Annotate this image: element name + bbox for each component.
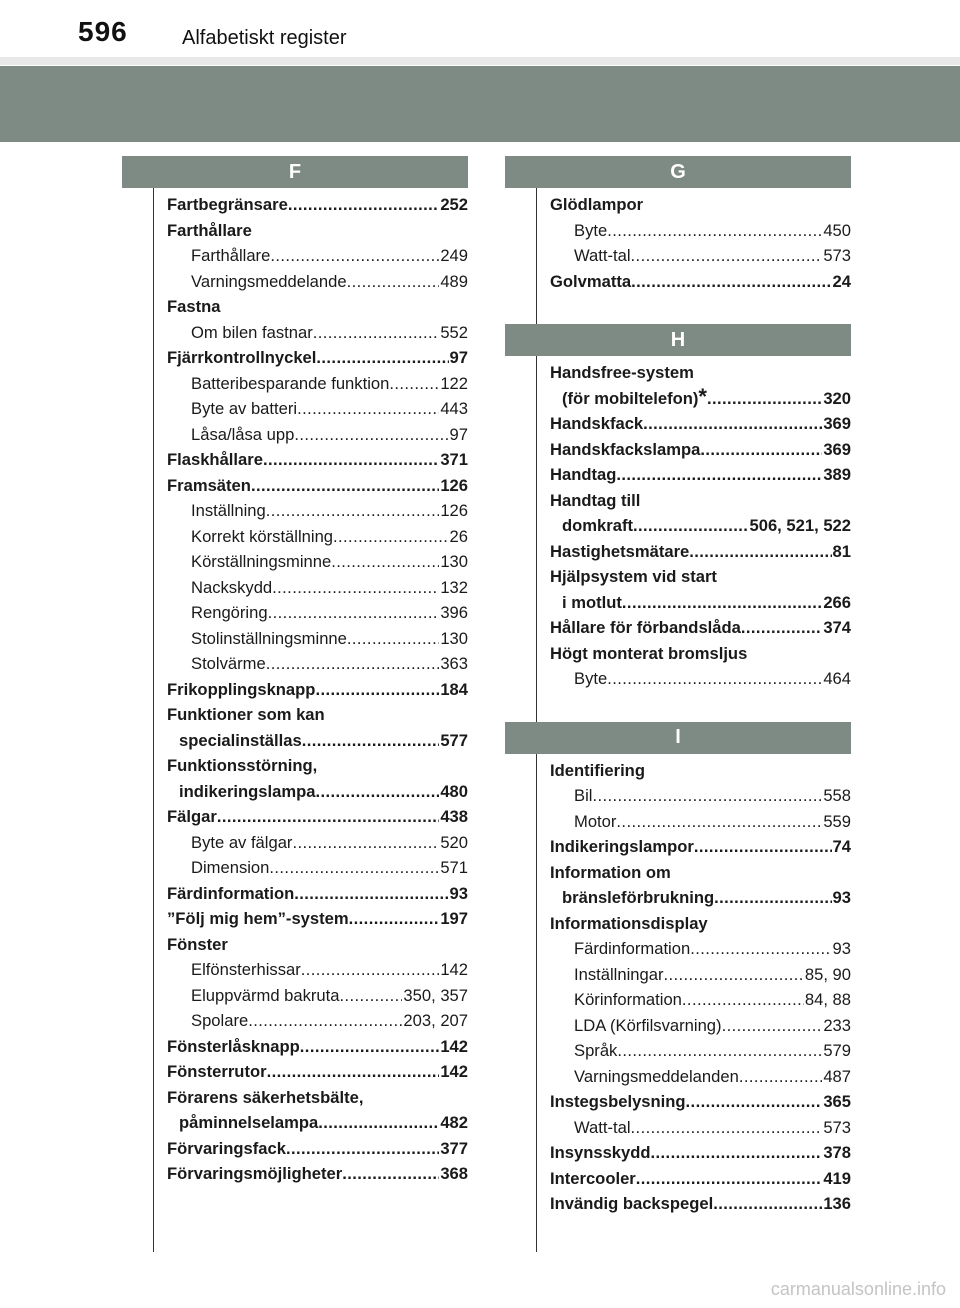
entry-text: Funktionsstörning, — [167, 756, 318, 775]
dot-leader — [300, 1034, 440, 1060]
entry-text: Instegsbelysning — [550, 1092, 686, 1111]
page-reference: 464 — [823, 669, 851, 688]
watermark: carmanualsonline.info — [770, 1279, 946, 1299]
page-reference: 419 — [823, 1168, 851, 1188]
entry-text: Identifiering — [550, 760, 645, 780]
page-reference: 577 — [440, 730, 468, 750]
index-entry — [550, 192, 851, 218]
index-entry — [167, 702, 468, 728]
entry-text: Förarens säkerhetsbälte, — [167, 1087, 364, 1107]
entry-text: Invändig backspegel — [550, 1194, 714, 1213]
entry-list-g — [550, 192, 851, 294]
page-reference: 371 — [440, 450, 468, 469]
index-entry — [167, 575, 468, 601]
dot-leader — [713, 1191, 822, 1217]
page-reference: 396 — [440, 603, 468, 622]
entry-text: Stolvärme — [191, 654, 266, 673]
dot-leader — [342, 1161, 439, 1187]
index-entry — [550, 666, 851, 692]
dot-leader — [607, 666, 822, 692]
dot-leader — [714, 885, 831, 911]
page-reference: 579 — [823, 1041, 851, 1060]
dot-leader — [617, 1038, 822, 1064]
dot-leader — [631, 243, 823, 269]
dot-leader — [316, 345, 448, 371]
dot-leader — [347, 626, 439, 652]
dot-leader — [248, 1008, 402, 1034]
entry-text: Flaskhållare — [167, 450, 263, 469]
page-reference: 320 — [823, 388, 851, 408]
dot-leader — [315, 677, 439, 703]
entry-text: indikeringslampa — [179, 781, 316, 801]
section-letter-i: I — [505, 722, 851, 754]
index-entry — [550, 539, 851, 565]
index-entry — [550, 641, 851, 667]
dot-leader — [690, 936, 831, 962]
index-entry — [550, 243, 851, 269]
index-entry — [167, 600, 468, 626]
index-entry — [167, 524, 468, 550]
entry-text: Farthållare — [167, 220, 252, 240]
dot-leader — [294, 422, 448, 448]
entry-text: domkraft — [562, 516, 633, 535]
dot-leader — [301, 957, 440, 983]
index-column-left — [122, 156, 468, 1187]
entry-text: Elfönsterhissar — [191, 960, 301, 979]
entry-text: Handtag till — [550, 490, 641, 510]
index-entry — [167, 396, 468, 422]
dot-leader — [349, 906, 440, 932]
page-reference: 197 — [440, 909, 468, 928]
page-reference: 506, 521, 522 — [749, 516, 851, 535]
entry-text: Låsa/låsa upp — [191, 424, 295, 444]
entry-text: Framsäten — [167, 475, 251, 495]
entry-text: Hastighetsmätare — [550, 541, 690, 561]
entry-text: Stolinställningsminne — [191, 628, 347, 648]
entry-text: Fönster — [167, 934, 228, 954]
page-reference: 520 — [440, 832, 468, 852]
entry-text: Handsfree-system — [550, 363, 694, 382]
page-reference: 203, 207 — [403, 1011, 468, 1030]
page-reference: 374 — [823, 618, 851, 637]
index-section-f — [122, 156, 468, 1187]
index-entry — [167, 677, 468, 703]
page-reference: 482 — [440, 1113, 468, 1132]
entry-text: Insynsskydd — [550, 1143, 651, 1162]
index-entry — [550, 809, 851, 835]
entry-text: (för mobiltelefon) — [562, 388, 699, 408]
dot-leader — [340, 983, 403, 1009]
entry-text: bränsleförbrukning — [562, 888, 715, 907]
index-entry — [550, 1166, 851, 1192]
header-divider — [0, 57, 960, 65]
index-entry — [167, 855, 468, 881]
dot-leader — [694, 834, 832, 860]
top-bar — [0, 0, 960, 56]
entry-text: Byte av fälgar — [191, 832, 293, 852]
entry-text: Färdinformation — [167, 883, 295, 903]
index-section-g — [505, 156, 851, 294]
entry-text: Dimension — [191, 858, 270, 877]
page-reference: 142 — [440, 1062, 468, 1081]
index-entry — [550, 360, 851, 386]
dot-leader — [633, 513, 749, 539]
index-entry — [167, 1034, 468, 1060]
page-reference: 573 — [823, 1117, 851, 1137]
entry-text: i motlut — [562, 592, 622, 612]
index-entry — [550, 758, 851, 784]
index-entry — [550, 411, 851, 437]
page-reference: 93 — [832, 888, 851, 907]
entry-text: Inställning — [191, 501, 266, 520]
index-entry — [167, 422, 468, 448]
dot-leader — [294, 881, 448, 907]
page-reference: 266 — [823, 592, 851, 612]
page-reference: 85, 90 — [804, 964, 851, 984]
page-reference: 126 — [440, 501, 468, 520]
entry-text: Fastna — [167, 297, 221, 316]
dot-leader — [292, 830, 439, 856]
index-entry — [550, 1064, 851, 1090]
entry-text: Byte — [574, 669, 608, 688]
page-reference: 573 — [823, 246, 851, 265]
page-reference: 368 — [440, 1164, 468, 1183]
page-reference: 26 — [449, 526, 468, 546]
dot-leader — [217, 804, 440, 830]
dot-leader — [333, 524, 449, 550]
page-reference: 438 — [440, 807, 468, 826]
index-entry — [167, 983, 468, 1009]
index-entry — [550, 783, 851, 809]
entry-text: Funktioner som kan — [167, 705, 325, 724]
page-reference: 389 — [823, 465, 851, 484]
dot-leader — [268, 600, 440, 626]
page-reference: 365 — [823, 1092, 851, 1111]
entry-text: Byte — [574, 220, 608, 240]
dot-leader — [267, 1059, 440, 1085]
page-reference: 552 — [440, 322, 468, 342]
dot-leader — [266, 651, 440, 677]
index-entry — [167, 957, 468, 983]
entry-text: Handtag — [550, 465, 617, 484]
entry-text: Färdinformation — [574, 939, 691, 958]
dot-leader — [616, 462, 822, 488]
index-entry — [167, 1059, 468, 1085]
entry-text: Inställningar — [574, 964, 664, 984]
dot-leader — [663, 962, 803, 988]
entry-text: Hållare för förbandslåda — [550, 618, 741, 637]
entry-text: Fjärrkontrollnyckel — [167, 348, 317, 367]
entry-text: Indikeringslampor — [550, 837, 694, 856]
index-entry — [167, 294, 468, 320]
entry-text: Varningsmeddelande — [191, 271, 347, 291]
index-entry — [550, 437, 851, 463]
page-title: Alfabetiskt register — [182, 27, 347, 49]
entry-text: Handskfackslampa — [550, 439, 701, 459]
dot-leader — [286, 1136, 439, 1162]
dot-leader — [270, 243, 439, 269]
index-entry — [167, 218, 468, 244]
index-entry — [167, 269, 468, 295]
entry-list-f — [167, 192, 468, 1187]
index-entry — [167, 498, 468, 524]
page-reference: 142 — [440, 1036, 468, 1056]
index-entry — [167, 753, 468, 779]
index-entry — [167, 447, 468, 473]
dot-leader — [636, 1166, 823, 1192]
index-entry — [167, 1085, 468, 1111]
entry-text: Watt-tal — [574, 246, 631, 265]
page-reference: 252 — [440, 195, 468, 214]
index-entry — [550, 218, 851, 244]
index-entry — [167, 192, 468, 218]
entry-text: Hjälpsystem vid start — [550, 567, 717, 586]
entry-text: Nackskydd — [191, 577, 273, 597]
page-number: 596 — [78, 16, 128, 47]
page-reference: 136 — [823, 1194, 851, 1213]
index-entry — [550, 488, 851, 514]
page-reference: 24 — [832, 271, 851, 291]
entry-text: Körställningsminne — [191, 552, 332, 571]
index-entry — [167, 549, 468, 575]
page-reference: 489 — [440, 271, 468, 291]
index-entry — [550, 962, 851, 988]
page-reference: 132 — [440, 577, 468, 597]
index-entry — [550, 834, 851, 860]
entry-text: LDA (Körfilsvarning) — [574, 1015, 722, 1035]
dot-leader — [739, 1064, 822, 1090]
dot-leader — [643, 411, 822, 437]
page-reference: 443 — [440, 399, 468, 418]
section-letter-f: F — [122, 156, 468, 188]
index-entry — [167, 651, 468, 677]
page-reference: 142 — [440, 960, 468, 979]
entry-text: Frikopplingsknapp — [167, 679, 316, 699]
index-entry — [550, 1089, 851, 1115]
header-band — [0, 66, 960, 142]
entry-text: Batteribesparande funktion — [191, 373, 390, 393]
index-entry — [550, 1013, 851, 1039]
index-entry — [167, 779, 468, 805]
index-entry — [167, 473, 468, 499]
dot-leader — [318, 1110, 439, 1136]
dot-leader — [607, 218, 822, 244]
page-reference: 97 — [449, 424, 468, 444]
dot-leader — [682, 987, 804, 1013]
entry-text: Fartbegränsare — [167, 195, 288, 214]
dot-leader — [269, 855, 439, 881]
entry-text: Golvmatta — [550, 271, 632, 291]
dot-leader — [313, 320, 440, 346]
entry-text: ”Följ mig hem”-system — [167, 909, 349, 928]
index-entry — [167, 1110, 468, 1136]
index-entry — [167, 804, 468, 830]
entry-text: Eluppvärmd bakruta — [191, 985, 340, 1005]
entry-text: Korrekt körställning — [191, 526, 334, 546]
dot-leader — [689, 539, 831, 565]
dot-leader — [266, 498, 440, 524]
page-reference: 480 — [440, 781, 468, 801]
page-reference: 363 — [440, 654, 468, 673]
dot-leader — [389, 371, 439, 397]
entry-text: Byte av batteri — [191, 399, 298, 418]
dot-leader — [722, 1013, 823, 1039]
index-entry — [550, 615, 851, 641]
entry-text: Handskfack — [550, 414, 644, 433]
index-entry — [167, 830, 468, 856]
index-entry — [550, 1191, 851, 1217]
dot-leader — [622, 590, 822, 616]
entry-text: Spolare — [191, 1011, 249, 1030]
index-entry — [550, 513, 851, 539]
entry-text: Högt monterat bromsljus — [550, 643, 748, 663]
footnote-star: * — [698, 383, 707, 409]
index-entry — [550, 590, 851, 616]
page-reference: 377 — [440, 1138, 468, 1158]
entry-list-i — [550, 758, 851, 1217]
dot-leader — [616, 809, 822, 835]
page-reference: 571 — [440, 858, 468, 877]
dot-leader — [315, 779, 439, 805]
index-entry — [167, 626, 468, 652]
index-entry — [550, 462, 851, 488]
page-reference: 84, 88 — [804, 990, 851, 1009]
index-entry — [167, 906, 468, 932]
dot-leader — [331, 549, 439, 575]
index-entry — [167, 932, 468, 958]
dot-leader — [631, 1115, 823, 1141]
entry-text: Information om — [550, 862, 671, 882]
page-reference: 122 — [440, 373, 468, 393]
page-reference: 184 — [440, 679, 468, 699]
entry-text: Rengöring — [191, 603, 268, 622]
index-entry — [167, 1008, 468, 1034]
entry-text: Körinformation — [574, 990, 682, 1009]
index-entry — [167, 345, 468, 371]
index-section-h — [505, 324, 851, 692]
index-entry — [550, 564, 851, 590]
page-reference: 369 — [823, 414, 851, 433]
entry-text: Varningsmeddelanden — [574, 1066, 739, 1086]
dot-leader — [272, 575, 439, 601]
page-reference: 81 — [832, 541, 851, 561]
index-entry — [550, 936, 851, 962]
dot-leader — [707, 386, 822, 412]
section-letter-h: H — [505, 324, 851, 356]
page-reference: 130 — [440, 628, 468, 648]
index-entry — [167, 1136, 468, 1162]
dot-leader — [741, 615, 822, 641]
index-entry — [167, 881, 468, 907]
index-entry — [550, 885, 851, 911]
index-entry — [167, 1161, 468, 1187]
index-entry — [167, 371, 468, 397]
index-entry — [550, 383, 851, 412]
entry-text: Glödlampor — [550, 195, 644, 214]
page-reference: 93 — [832, 939, 851, 958]
entry-text: Watt-tal — [574, 1117, 631, 1137]
index-entry — [550, 860, 851, 886]
page-reference: 249 — [440, 246, 468, 265]
page-reference: 130 — [440, 552, 468, 571]
index-entry — [550, 1115, 851, 1141]
page-reference: 559 — [823, 811, 851, 831]
index-entry — [167, 243, 468, 269]
entry-text: specialinställas — [179, 730, 302, 750]
entry-text: Fönsterrutor — [167, 1062, 267, 1081]
index-entry — [550, 911, 851, 937]
dot-leader — [302, 728, 440, 754]
entry-list-h — [550, 360, 851, 692]
dot-leader — [263, 447, 439, 473]
dot-leader — [251, 473, 439, 499]
index-section-i — [505, 722, 851, 1217]
index-entry — [167, 320, 468, 346]
entry-text: Intercooler — [550, 1168, 636, 1188]
index-entry — [550, 1038, 851, 1064]
page-reference: 350, 357 — [403, 985, 468, 1005]
entry-text: Om bilen fastnar — [191, 322, 313, 342]
entry-text: Förvaringsfack — [167, 1138, 286, 1158]
entry-text: Bil — [574, 786, 593, 805]
page-reference: 233 — [823, 1015, 851, 1035]
dot-leader — [631, 269, 831, 295]
index-entry — [550, 269, 851, 295]
entry-text: Språk — [574, 1041, 618, 1060]
dot-leader — [288, 192, 439, 218]
page-reference: 369 — [823, 439, 851, 459]
dot-leader — [700, 437, 822, 463]
entry-text: Farthållare — [191, 246, 271, 265]
index-entry — [550, 987, 851, 1013]
page-reference: 558 — [823, 786, 851, 805]
entry-text: påminnelselampa — [179, 1113, 319, 1132]
dot-leader — [651, 1140, 823, 1166]
page-reference: 97 — [449, 348, 468, 367]
index-column-right — [505, 156, 851, 1217]
index-entry — [550, 1140, 851, 1166]
dot-leader — [592, 783, 822, 809]
page-reference: 487 — [823, 1066, 851, 1086]
entry-text: Fönsterlåsknapp — [167, 1036, 300, 1056]
page-reference: 378 — [823, 1143, 851, 1162]
page-reference: 74 — [832, 837, 851, 856]
page-reference: 126 — [440, 475, 468, 495]
page-reference: 93 — [449, 883, 468, 903]
dot-leader — [347, 269, 440, 295]
dot-leader — [297, 396, 439, 422]
entry-text: Förvaringsmöjligheter — [167, 1164, 343, 1183]
entry-text: Fälgar — [167, 807, 217, 826]
entry-text: Motor — [574, 811, 617, 831]
index-entry — [167, 728, 468, 754]
page-reference: 450 — [823, 220, 851, 240]
entry-text: Informationsdisplay — [550, 913, 708, 933]
dot-leader — [686, 1089, 823, 1115]
section-letter-g: G — [505, 156, 851, 188]
